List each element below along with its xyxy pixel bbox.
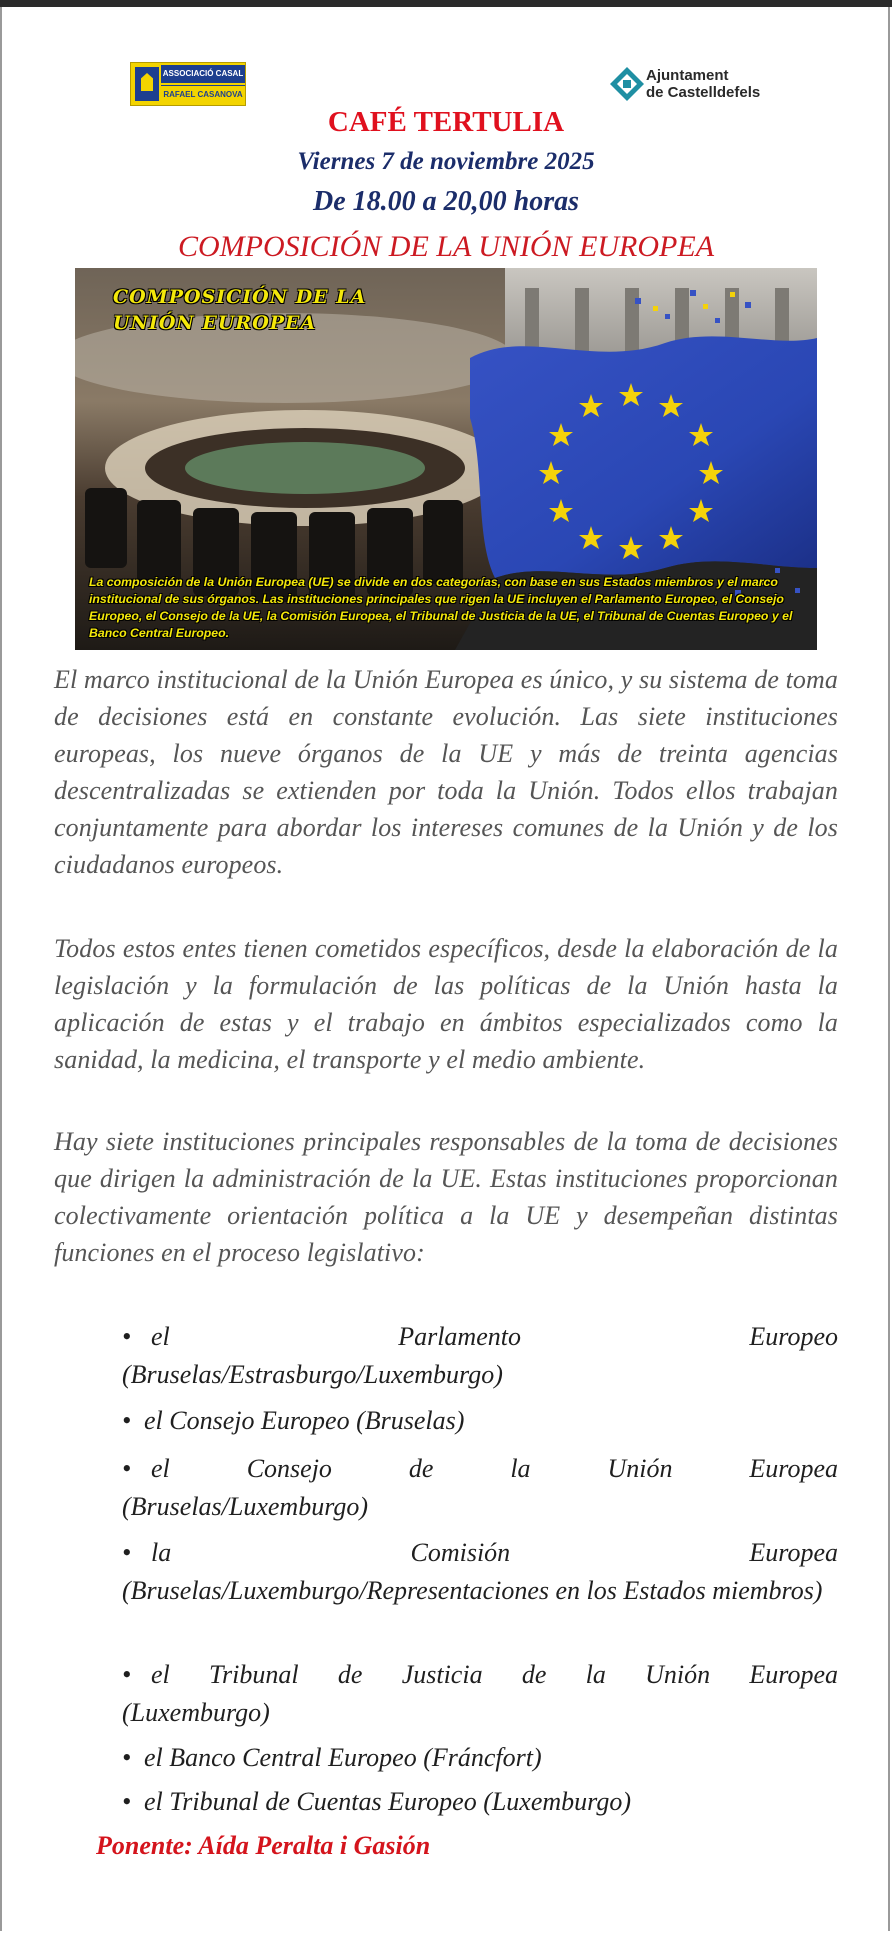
institution-text: el Consejo Europeo (Bruselas): [144, 1406, 465, 1435]
institution-name: la Comisión Europea: [151, 1538, 838, 1567]
event-topic: COMPOSICIÓN DE LA UNIÓN EUROPEA: [177, 230, 715, 263]
ajuntament-line1: Ajuntament: [646, 67, 729, 84]
intro-paragraph: El marco institucional de la Unión Europea es único, y su sistema de toma de decisiones está en constante evolución. Las siete instituciones europeas, los nueve órganos de la UE y más de treinta agencias descentralizadas se extienden por toda la Unión. Todos ellos trabajan conjuntamente para abordar los intereses comunes de la Unión y de los ciudadanos europeos.: [54, 665, 838, 879]
institution-seat: (Bruselas/Luxemburgo): [122, 1492, 369, 1521]
institution-seat: (Bruselas/Estrasburgo/Luxemburgo): [122, 1360, 503, 1389]
banner-title: COMPOSICIÓN DE LA UNIÓN EUROPEA: [113, 286, 367, 334]
casal-logo-line1: ASSOCIACIÓ CASAL: [161, 65, 245, 83]
banner-image: [75, 268, 817, 650]
institution-name: el Consejo de la Unión Europea: [151, 1454, 838, 1483]
ajuntament-castelldefels-logo: [606, 63, 766, 107]
casal-rafael-casanova-logo: [130, 62, 246, 106]
list-item: [122, 1318, 838, 1394]
list-item: [122, 1656, 838, 1732]
bullet-icon: •: [122, 1743, 132, 1772]
roles-paragraph: Todos estos entes tienen cometidos específicos, desde la elaboración de la legislación y la formulación de las políticas de la Unión hasta la aplicación de estas y el trabajo en ámbitos especializados como la sanidad, la medicina, el transporte y el medio ambiente.: [54, 934, 838, 1074]
list-item: [122, 1402, 838, 1440]
bullet-icon: •: [122, 1538, 132, 1567]
castle-emblem-icon: [135, 67, 159, 101]
institution-name: el Parlamento Europeo: [151, 1322, 838, 1351]
list-item: [122, 1450, 838, 1526]
list-item: [122, 1783, 838, 1821]
institutions-intro-paragraph: Hay siete instituciones principales responsables de la toma de decisiones que dirigen la administración de la UE. Estas instituciones proporcionan colectivamente orientación política a la UE y desempeñan distintas funciones en el proceso legislativo:: [54, 1127, 838, 1267]
institution-text: el Banco Central Europeo (Fráncfort): [144, 1743, 542, 1772]
speaker-credit: Ponente: Aída Peralta i Gasión: [96, 1831, 431, 1860]
castelldefels-diamond-icon: [610, 67, 644, 101]
bullet-icon: •: [122, 1787, 132, 1816]
institution-name: el Tribunal de Justicia de la Unión Europea: [151, 1660, 838, 1689]
bullet-icon: •: [122, 1454, 132, 1483]
institution-seat: (Luxemburgo): [122, 1698, 270, 1727]
bullet-icon: •: [122, 1406, 132, 1435]
ajuntament-logo-text: [646, 67, 760, 101]
event-date: Viernes 7 de noviembre 2025: [297, 148, 595, 175]
casal-logo-line2: RAFAEL CASANOVA: [161, 85, 245, 104]
list-item: [122, 1739, 838, 1777]
bullet-icon: •: [122, 1322, 132, 1351]
event-title: CAFÉ TERTULIA: [327, 106, 565, 138]
list-item: [122, 1534, 838, 1610]
event-time: De 18.00 a 20,00 horas: [312, 186, 579, 217]
institution-seat: (Bruselas/Luxemburgo/Representaciones en los Estados miembros): [122, 1576, 823, 1605]
ajuntament-line2: de Castelldefels: [646, 84, 761, 101]
top-edge-bar: [0, 0, 892, 7]
bullet-icon: •: [122, 1660, 132, 1689]
banner-caption: La composición de la Unión Europea (UE) se divide en dos categorías, con base en sus Estados miembros y el marco institucional de sus órganos. Las instituciones principales que rigen la UE incluyen el Parlamento Europeo, el Consejo Europeo, el Consejo de la UE, la Comisión Europea, el Tribunal de Justicia de la UE, el Tribunal de Cuentas Europeo y el Banco Central Europeo.: [89, 575, 793, 640]
institution-text: el Tribunal de Cuentas Europeo (Luxemburgo): [144, 1787, 631, 1816]
